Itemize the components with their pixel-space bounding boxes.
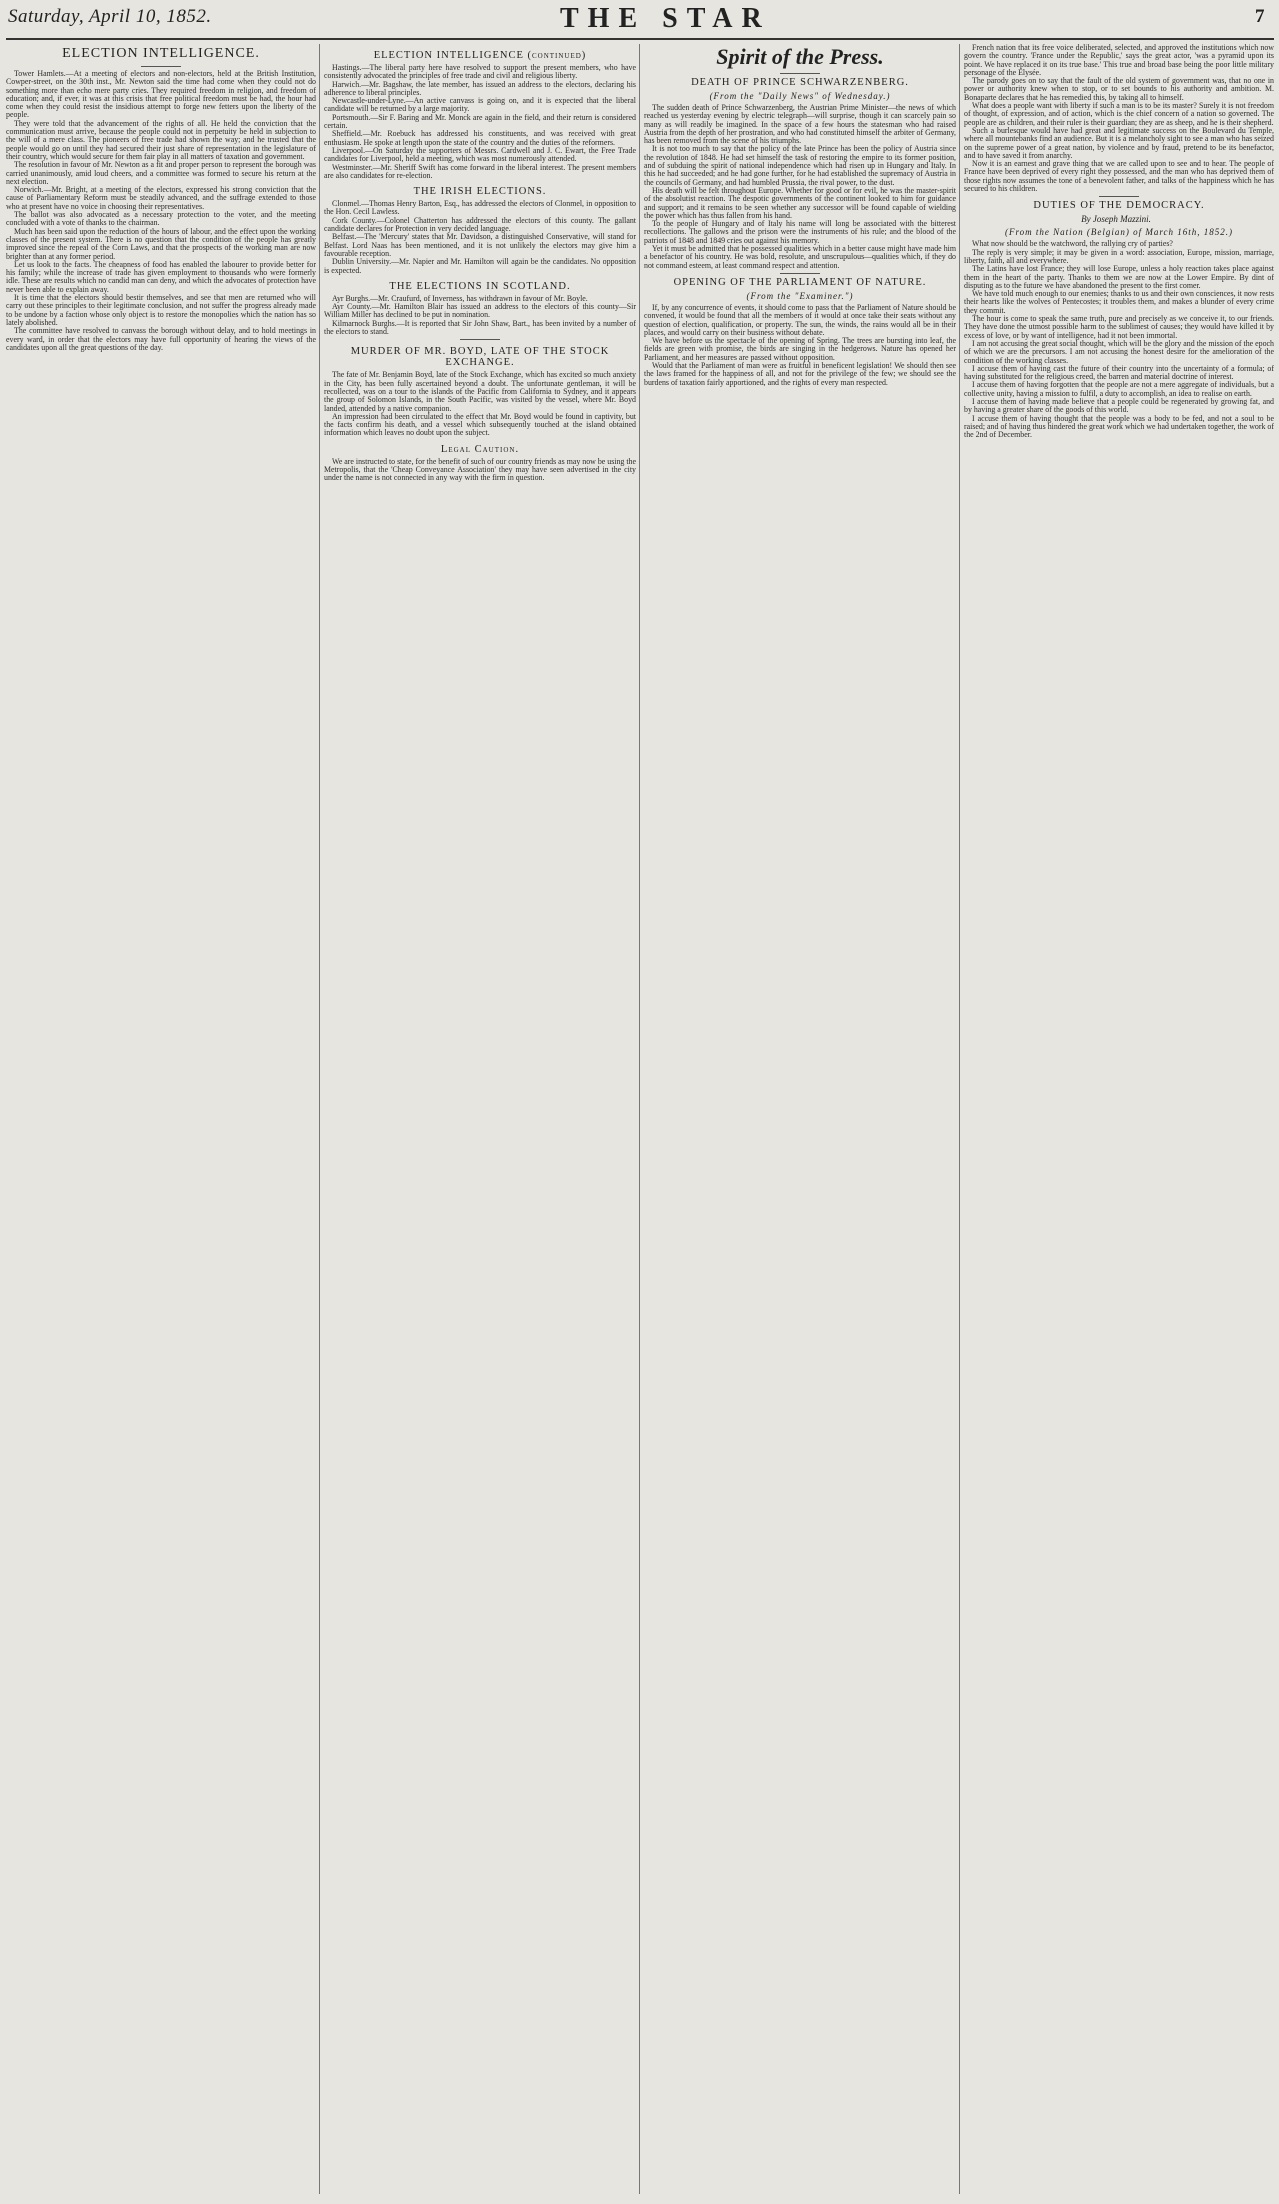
section-heading: ELECTION INTELLIGENCE (continued) bbox=[373, 50, 587, 61]
article-paragraph: French nation that its free voice deliberated, selected, and approved the institutions which now govern the country. 'France under the Republic,' says the great actor, 'was a pyramid upon its point. We have replaced it on its true base.' This true and broad base being the poor little military personage of the Elysée. bbox=[964, 44, 1274, 77]
article-paragraph: I accuse them of having made believe that a people could be regenerated by growing fat, and by having a greater share of the goods of this world. bbox=[964, 396, 1274, 415]
article-paragraph: The committee have resolved to canvass the borough without delay, and to hold meetings in every ward, in order that the electors may have full opportunity of hearing the views of the candidates upon all the great questions of the day. bbox=[6, 326, 316, 352]
article-paragraph: Hastings.—The liberal party here have resolved to support the present members, who have consistently advocated the principles of free trade and civil and religious liberty. bbox=[324, 63, 636, 81]
article-paragraph: Ayr County.—Mr. Hamilton Blair has issued an address to the electors of this county—Sir William Miller has declined to be put in nomination. bbox=[324, 302, 636, 320]
article-source: (From the "Examiner.") bbox=[746, 290, 854, 301]
column-3 bbox=[644, 44, 956, 2194]
article-source: (From the "Daily News" of Wednesday.) bbox=[709, 91, 891, 101]
article-paragraph: The reply is very simple; it may be given in a word: association, Europe, mission, marriage, liberty, faith, all and everywhere. bbox=[964, 247, 1274, 265]
section-heading: THE ELECTIONS IN SCOTLAND. bbox=[389, 280, 571, 292]
article-paragraph: Would that the Parliament of man were as fruitful in beneficent legislation! We should then see the laws framed for the happiness of all, and not for the privilege of the few; we should see the burdens of taxation fairly apportioned, and the rights of every man respected. bbox=[644, 361, 956, 387]
newspaper-title: THE STAR bbox=[560, 3, 771, 34]
article-paragraph: The resolution in favour of Mr. Newton as a fit and proper person to represent the borough was carried unanimously, amid loud cheers, and a committee was formed to secure his return at the next election. bbox=[6, 160, 316, 186]
article-paragraph: Ayr Burghs.—Mr. Craufurd, of Inverness, has withdrawn in favour of Mr. Boyle. bbox=[332, 293, 588, 303]
masthead bbox=[0, 0, 1279, 40]
article-paragraph: The hour is come to speak the same truth, pure and precisely as we conceive it, to our friends. They have done the utmost possible harm to the sublimest of causes; they would have killed it by excess of love, or by want of intelligence, had it not been immortal. bbox=[964, 314, 1274, 340]
article-paragraph: Harwich.—Mr. Bagshaw, the late member, has issued an address to the electors, declaring his adherence to liberal principles. bbox=[324, 79, 636, 97]
article-paragraph: What does a people want with liberty if such a man is to be its master? Surely it is not freedom of thought, of expression, and of action, which is the chief concern of a nation so governed. The people are as children, and their ruler is their guardian; they are as sheep, and he is their shepherd. bbox=[964, 101, 1274, 127]
section-heading: ELECTION INTELLIGENCE. bbox=[62, 46, 260, 61]
article-paragraph: The sudden death of Prince Schwarzenberg, the Austrian Prime Minister—the news of which reached us yesterday evening by electric telegraph—will surprise, though it can scarcely pain so many as will readily be imagined. In the space of a few hours the statesman who had raised Austria from the depth of her prostration, and who had constituted himself the arbiter of Germany, has been removed from the scene of his triumphs. bbox=[644, 103, 956, 146]
column-4 bbox=[964, 44, 1274, 2194]
article-paragraph: Liverpool.—On Saturday the supporters of Messrs. Cardwell and J. C. Ewart, the Free Trade candidates for Liverpool, held a meeting, which was most numerously attended. bbox=[324, 145, 636, 164]
column-1 bbox=[6, 44, 316, 2194]
column-2 bbox=[324, 44, 636, 2194]
article-paragraph: Westminster.—Mr. Sheriff Swift has come forward in the liberal interest. The present members are also candidates for re-election. bbox=[324, 162, 636, 180]
article-paragraph: Cork County.—Colonel Chatterton has addressed the electors of this county. The gallant candidate declares for Protection in very decided language. bbox=[324, 215, 636, 234]
article-paragraph: We have told much enough to our enemies; thanks to us and their own consciences, it now rests their hearts like the wolves of Pentecostes; it troubles them, and makes a blunder of every crime they commit. bbox=[964, 289, 1274, 315]
heading-rule bbox=[141, 66, 181, 67]
section-rule bbox=[780, 273, 820, 274]
article-paragraph: Much has been said upon the reduction of the hours of labour, and the effect upon the working classes of the present system. There is no question that the condition of the people has greatly improved since the repeal of the Corn Laws, and that the prospects of the working man are now brighter than at any former period. bbox=[6, 226, 316, 261]
article-paragraph: The parody goes on to say that the fault of the old system of government was, that no one in power or authority knew when to stop, or to set bounds to his authority and ambition. M. Bonaparte declares that he has remedied this, by taking all to himself. bbox=[964, 76, 1274, 102]
article-paragraph: What now should be the watchword, the rallying cry of parties? bbox=[972, 239, 1173, 249]
article-paragraph: I accuse them of having thought that the people was a body to be fed, and not a soul to be raised; and of having thus hindered the great work which we had undertaken together, the work of the 2nd of December. bbox=[964, 413, 1274, 440]
masthead-rule bbox=[6, 38, 1274, 40]
article-paragraph: Kilmarnock Burghs.—It is reported that Sir John Shaw, Bart., has been invited by a number of the electors to stand. bbox=[324, 318, 636, 337]
article-paragraph: It is not too much to say that the policy of the late Prince has been the policy of Austria since the revolution of 1848. He had set himself the task of restoring the empire to its former position, and of subduing the spirit of national independence which had risen up in Hungary and Italy. In this he had succeeded; and he had gone further, for he had established the supremacy of Austria in the councils of Germany, and had humbled Prussia, the rival power, to the dust. bbox=[644, 144, 956, 187]
article-paragraph: Now it is an earnest and grave thing that we are called upon to see and to hear. The people of France have been deprived of every right they possessed, and the man who has deprived them of those rights now assumes the tone of a benevolent father, and talks of the happiness which he has secured to his children. bbox=[964, 159, 1274, 194]
page-number: 7 bbox=[1255, 6, 1265, 27]
article-paragraph: If, by any concurrence of events, it should come to pass that the Parliament of Nature should be convened, it would be found that all the members of it would at once take their seats without any question of election, qualification, or property. The sun, the winds, the rains would all be in their places, and would carry on their business without debate. bbox=[644, 302, 956, 337]
heading-rule bbox=[780, 73, 820, 74]
article-source: (From the Nation (Belgian) of March 16th, 1852.) bbox=[1004, 227, 1234, 238]
article-paragraph: Norwich.—Mr. Bright, at a meeting of the electors, expressed his strong conviction that the cause of Parliamentary Reform must be steadily advanced, and the suffrage extended to those who at present have no voice in choosing their representatives. bbox=[6, 185, 316, 211]
article-paragraph: Let us look to the facts. The cheapness of food has enabled the labourer to provide better for his family; while the increase of trade has given employment to thousands who were formerly idle. These are results which no candid man can deny, and which the advocates of protection have never been able to explain away. bbox=[6, 259, 316, 294]
column-divider bbox=[319, 44, 320, 2194]
article-paragraph: Portsmouth.—Sir F. Baring and Mr. Monck are again in the field, and their return is considered certain. bbox=[324, 112, 636, 131]
column-divider bbox=[959, 44, 960, 2194]
section-heading: MURDER OF MR. BOYD, LATE OF THE STOCK EXCHANGE. bbox=[350, 346, 610, 369]
article-paragraph: Newcastle-under-Lyne.—An active canvass is going on, and it is expected that the liberal candidate will be returned by a large majority. bbox=[324, 96, 636, 114]
article-paragraph: Belfast.—The 'Mercury' states that Mr. Davidson, a distinguished Conservative, will stand for Belfast. Lord Naas has been mentioned, and it is not unlikely the electors may give him a favourable reception. bbox=[324, 232, 636, 258]
article-byline: By Joseph Mazzini. bbox=[1081, 214, 1151, 225]
article-paragraph: Dublin University.—Mr. Napier and Mr. Hamilton will again be the candidates. No opposition is expected. bbox=[324, 257, 636, 275]
section-rule bbox=[460, 339, 500, 340]
article-paragraph: The ballot was also advocated as a necessary protection to the voter, and the meeting concluded with a vote of thanks to the chairman. bbox=[6, 210, 316, 228]
article-title: DEATH OF PRINCE SCHWARZENBERG. bbox=[691, 77, 909, 88]
article-paragraph: It is time that the electors should bestir themselves, and see that men are returned who will carry out these principles to their legitimate conclusion, and not suffer the progress already made to be undone by a faction whose only object is to restore the monopolies which the nation has so lately abolished. bbox=[6, 293, 316, 327]
article-title: DUTIES OF THE DEMOCRACY. bbox=[1033, 200, 1205, 212]
notice-heading: Legal Caution. bbox=[440, 443, 520, 455]
article-paragraph: Tower Hamlets.—At a meeting of electors and non-electors, held at the British Institution, Cowper-street, on the 30th inst., Mr. Newton said the time had come when they could not do something more than echo mere party cries. They required freedom in religion, and freedom of education; and, if ever, it was at this crisis that free political freedom must be had, the hour had come when they could resist the insidious attempt to forge new fetters upon the liberty of the people. bbox=[6, 69, 316, 120]
article-paragraph: Yet it must be admitted that he possessed qualities which in a better cause might have made him a benefactor of his country. He was bold, resolute, and unscrupulous—qualities which, if they do not command esteem, at least command respect and attention. bbox=[644, 244, 956, 270]
article-paragraph: We are instructed to state, for the benefit of such of our country friends as may now be using the Metropolis, that the 'Cheap Conveyance Association' they may have seen advertised in the city under the name is not connected in any way with the firm in question. bbox=[324, 456, 636, 483]
section-heading: Spirit of the Press. bbox=[716, 44, 884, 69]
column-divider bbox=[639, 44, 640, 2194]
article-paragraph: I accuse them of having cast the future of their country into the uncertainty of a formula; of having substituted for the religious creed, the barren and material doctrine of interest. bbox=[964, 363, 1274, 382]
article-title: OPENING OF THE PARLIAMENT OF NATURE. bbox=[673, 276, 927, 288]
article-paragraph: Such a burlesque would have had great and legitimate success on the Boulevard du Temple, where all mountebanks find an audience. But it is a melancholy sight to see a man who has seized on the supreme power of a great nation, by violence and by fraud, pretend to be its benefactor, and to have saved it from anarchy. bbox=[964, 125, 1274, 160]
article-paragraph: They were told that the advancement of the rights of all. He held the conviction that the communication must arrive, because the people could not in perpetuity be held in subjection to the will of a mere class. The pioneers of free trade had shown the way; and he trusted that the people would go on until they had secured their just share of representation in the legislature of their country, which would secure for them fair play in all matters of taxation and government. bbox=[6, 118, 316, 161]
article-paragraph: Sheffield.—Mr. Roebuck has addressed his constituents, and was received with great enthusiasm. He spoke at length upon the state of the country and the duties of the reformers. bbox=[324, 129, 636, 147]
section-heading: THE IRISH ELECTIONS. bbox=[413, 186, 547, 198]
article-paragraph: The Latins have lost France; they will lose Europe, unless a holy reaction takes place against them in the heart of the party. Thanks to them we are now at the Lower Empire. By dint of disputing as to the future we have abandoned the present to the first comer. bbox=[964, 264, 1274, 290]
article-paragraph: The fate of Mr. Benjamin Boyd, late of the Stock Exchange, which has excited so much anxiety in the City, has been fully ascertained beyond a doubt. The unfortunate gentleman, it will be recollected, was on a tour to the islands of the Pacific from California to Sydney, and it appears the group of Solomon Islands, in the South Pacific, was visited by the vessel, where Mr. Boyd landed, attended by a native companion. bbox=[324, 370, 636, 413]
article-paragraph: An impression had been circulated to the effect that Mr. Boyd would be found in captivity, but the facts confirm his death, and a vessel which subsequently touched at the island obtained information which leaves no doubt upon the subject. bbox=[324, 411, 636, 438]
article-paragraph: Clonmel.—Thomas Henry Barton, Esq., has addressed the electors of Clonmel, in opposition to the Hon. Cecil Lawless. bbox=[324, 199, 636, 217]
article-paragraph: We have before us the spectacle of the opening of Spring. The trees are bursting into leaf, the fields are green with promise, the birds are singing in the hedgerows. Nature has opened her Parliament, and her measures are passed without opposition. bbox=[644, 336, 956, 362]
article-paragraph: I accuse them of having forgotten that the people are not a mere aggregate of individuals, but a collective unity, having a mission to fulfil, a duty to accomplish, an idea to realise on earth. bbox=[964, 380, 1274, 398]
issue-date: Saturday, April 10, 1852. bbox=[8, 6, 212, 27]
article-paragraph: I am not accusing the great social thought, which will be the glory and the mission of the epoch of which we are the precursors. I am not accusing the honest desire for the amelioration of the condition of the working classes. bbox=[964, 338, 1274, 365]
section-rule bbox=[1099, 196, 1139, 197]
article-paragraph: To the people of Hungary and of Italy his name will long be associated with the bitterest recollections. The gallows and the prison were the instruments of his rule; and the blood of the patriots of 1848 and 1849 cries out against his memory. bbox=[644, 219, 956, 245]
article-paragraph: His death will be felt throughout Europe. Whether for good or for evil, he was the master-spirit of the absolutist reaction. The despotic governments of the continent looked to him for guidance and support; and it remains to be seen whether any successor will be found capable of wielding the power which has thus fallen from his hand. bbox=[644, 185, 956, 220]
